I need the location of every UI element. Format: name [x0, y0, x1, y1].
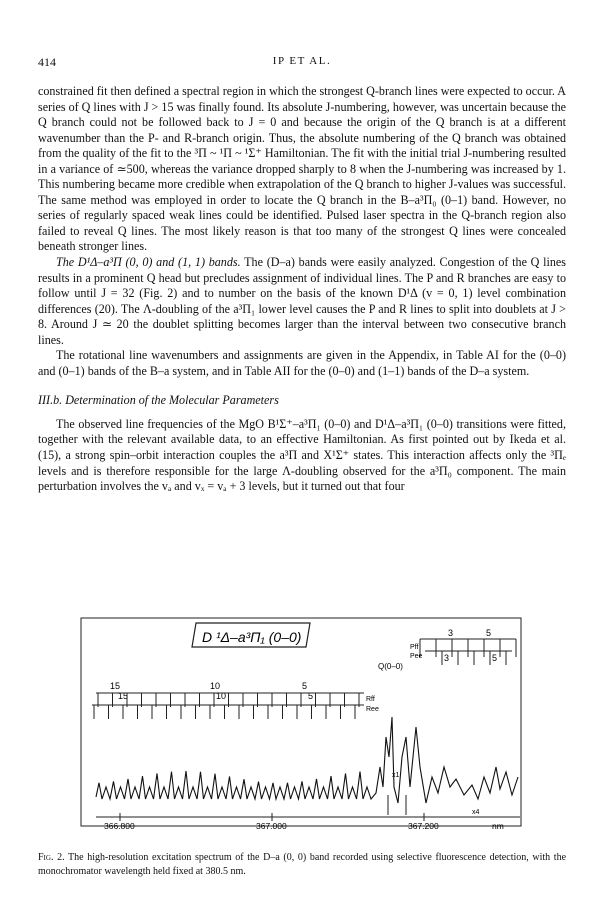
section-heading: III.b. Determination of the Molecular Parameters	[38, 393, 279, 408]
figure-caption	[38, 851, 566, 878]
j-label-5-a: 5	[302, 681, 308, 691]
band-label-box	[192, 623, 310, 647]
caption-text: The high-resolution excitation spectrum of the D–a (0, 0) band recorded using selective fluorescence detection, with the monochromator wavelength held fixed at 380.5 nm.	[38, 852, 567, 877]
band-label: D ¹Δ–a³Π₁ (0–0)	[202, 629, 302, 645]
caption-label: Fig. 2.	[38, 852, 65, 863]
body-text	[38, 84, 566, 495]
pee-label: Pee	[410, 653, 423, 660]
j-label-15-b: 15	[118, 691, 129, 701]
q-head-label: Q(0–0)	[378, 662, 403, 671]
x1-label: x1	[392, 772, 400, 779]
tick-label-2: 367.000	[256, 821, 287, 831]
paragraph-2-heading: The D¹Δ–a³Π (0, 0) and (1, 1) bands.	[56, 255, 241, 270]
axis-unit: nm	[492, 821, 504, 831]
top-right-ladders	[420, 639, 516, 665]
ree-label: Ree	[366, 706, 379, 713]
j-label-10-a: 10	[210, 681, 221, 691]
j-label-5-upper: 5	[486, 628, 492, 638]
spectrum-trace	[96, 717, 518, 803]
paragraph-4: The observed line frequencies of the MgO B¹Σ⁺–a³Π₁ (0–0) and D¹Δ–a³Π₁ (0–0) transitions were fitted, together with the relevant available data, to an effective Hamiltonian. As first pointed out by Ikeda et al. (15), a strong spin–orbit interaction couples the a³Π and X¹Σ⁺ states. This interaction affects only the ³Πₑ levels and is therefore responsible for the large Λ-doubling observed for the a³Π₀ component. The main perturbation involves the vₐ and vₓ = vₐ + 3 levels, but it turned out that four	[38, 416, 566, 494]
tick-label-3: 367.200	[408, 821, 439, 831]
page-header	[38, 55, 566, 71]
j-label-5-b: 5	[308, 691, 314, 701]
rff-label: Rff	[366, 696, 375, 703]
tick-label-1: 366.800	[104, 821, 135, 831]
paragraph-3: The rotational line wavenumbers and assignments are given in the Appendix, in Table AI for the (0–0) and (0–1) bands of the B–a system, and in Table AII for the (0–0) and (1–1) bands of the D–a system.	[38, 348, 566, 378]
j-label-10-b: 10	[216, 691, 227, 701]
pff-label: Pff	[410, 644, 419, 651]
j-label-15-a: 15	[110, 681, 121, 691]
x4-label: x4	[472, 809, 480, 816]
spectrum-figure	[80, 617, 532, 837]
j-label-5-lower: 5	[492, 653, 498, 663]
paragraph-2	[38, 255, 566, 348]
figure-2	[80, 617, 532, 837]
paragraph-1: constrained fit then defined a spectral region in which the strongest Q-branch lines were expected to occur. A series of Q lines with J > 15 was finally found. Its absolute J-numbering, however, was uncertain because the Q branch could not be followed back to J = 0 and because the origin of the Q branch is at a different wavenumber than the P- and R-branch origin. Thus, the absolute numbering of the Q branch was obtained from the quality of the fit to the ³Π ~ ¹Π ~ ¹Σ⁺ Hamiltonian. The fit with the initial trial J-numbering resulted in a variance of ≃500, whereas the variance dropped sharply to 8 when the J-numbering was increased by 1. This numbering became more credible when extrapolation of the Q branch to higher J-values was successful. The same method was employed in order to locate the Q branch in the B–a³Π₀ (0–1) band. However, no series of regularly spaced weak lines could be identified. Pulsed laser spectra in the Q-branch region also failed to reveal Q lines. The most likely reason is that too many of the strongest Q lines were concealed beneath stronger lines.	[38, 84, 566, 254]
running-head: IP ET AL.	[272, 55, 332, 67]
page-number: 414	[38, 55, 56, 69]
j-label-3-upper: 3	[448, 628, 454, 638]
paragraph-2-text: The (D–a) bands were easily analyzed. Congestion of the Q lines results in a prominent Q head but precludes assignment of individual lines. The P and R branches are easy to follow until J = 32 (Fig. 2) and to number on the basis of the known D¹Δ (v = 0, 1) level combination differences (20). The Λ-doubling of the a³Π₁ lower level causes the P and R lines to split into doublets at J > 8. Around J ≃ 20 the doublet splitting becomes larger than the interval between two consecutive branch lines.	[38, 255, 566, 347]
j-label-3-lower: 3	[444, 653, 450, 663]
